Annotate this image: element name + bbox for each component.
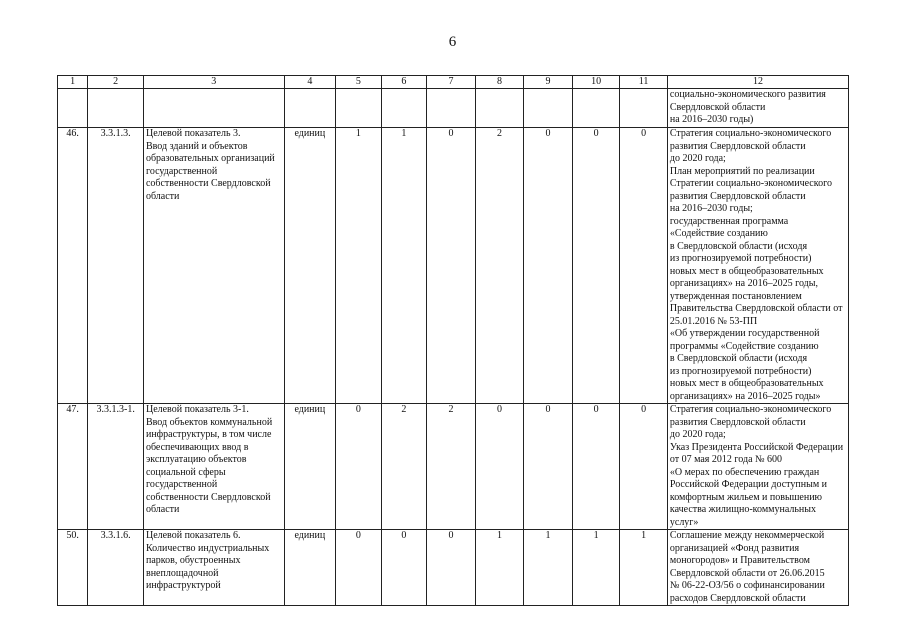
source-document: Стратегия социально-экономического развития Свердловской области до 2020 года; План мероприятий по реализации Стратегии социально-экономического развития Свердловской области на 2016–2030 годы; государственная программа «Содействие созданию в Свердловской области (исходя из прогнозируемой потребности) новых мест в общеобразовательных организациях» на 2016–2025 годы, утвержденная постановлением Правительства Свердловской области от 25.01.2016 № 53-ПП «Об утверждении государственной программы «Содействие созданию в Свердловской области (исходя из прогнозируемой потребности) новых мест в общеобразовательных организациях» на 2016–2025 годы» <box>667 128 848 404</box>
value-cell: 0 <box>427 530 476 606</box>
column-number-row <box>58 76 849 89</box>
value-cell: 1 <box>524 530 573 606</box>
unit: единиц <box>284 128 336 404</box>
indicators-table <box>57 75 849 606</box>
source-document: Соглашение между некоммерческой организацией «Фонд развития моногородов» и Правительством Свердловской области от 26.06.2015 № 06-22-ОЗ/56 о софинансировании расходов Свердловской области <box>667 530 848 606</box>
unit: единиц <box>284 530 336 606</box>
indicator-code <box>88 89 144 128</box>
value-cell <box>336 89 382 128</box>
value-cell: 0 <box>336 530 382 606</box>
indicator-name: Целевой показатель 6. Количество индустриальных парков, обустроенных внеплощадочной инфраструктурой <box>143 530 284 606</box>
value-cell: 0 <box>475 404 524 530</box>
indicator-name: Целевой показатель 3-1. Ввод объектов коммунальной инфраструктуры, в том числе обеспечивающих ввод в эксплуатацию объектов социальной сферы государственной собственности Свердловской области <box>143 404 284 530</box>
value-cell: 1 <box>475 530 524 606</box>
column-header: 10 <box>572 76 620 89</box>
value-cell: 2 <box>475 128 524 404</box>
value-cell: 1 <box>381 128 427 404</box>
value-cell <box>524 89 573 128</box>
row-number: 50. <box>58 530 88 606</box>
value-cell: 1 <box>620 530 668 606</box>
column-header: 5 <box>336 76 382 89</box>
value-cell <box>427 89 476 128</box>
source-document: Стратегия социально-экономического развития Свердловской области до 2020 года; Указ Президента Российской Федерации от 07 мая 2012 года № 600 «О мерах по обеспечению граждан Российской Федерации доступным и комфортным жильем и повышению качества жилищно-коммунальных услуг» <box>667 404 848 530</box>
row-number <box>58 89 88 128</box>
value-cell: 2 <box>427 404 476 530</box>
value-cell <box>475 89 524 128</box>
value-cell <box>381 89 427 128</box>
value-cell: 2 <box>381 404 427 530</box>
column-header: 6 <box>381 76 427 89</box>
value-cell: 0 <box>524 128 573 404</box>
indicator-name <box>143 89 284 128</box>
column-header: 9 <box>524 76 573 89</box>
value-cell: 0 <box>620 404 668 530</box>
value-cell <box>572 89 620 128</box>
value-cell: 0 <box>427 128 476 404</box>
unit: единиц <box>284 404 336 530</box>
value-cell: 0 <box>381 530 427 606</box>
column-header: 1 <box>58 76 88 89</box>
column-header: 2 <box>88 76 144 89</box>
value-cell: 0 <box>620 128 668 404</box>
column-header: 11 <box>620 76 668 89</box>
indicator-code: 3.3.1.6. <box>88 530 144 606</box>
indicator-name: Целевой показатель 3. Ввод зданий и объектов образовательных организаций государственной собственности Свердловской области <box>143 128 284 404</box>
column-header: 7 <box>427 76 476 89</box>
table-row <box>58 89 849 128</box>
value-cell <box>620 89 668 128</box>
value-cell: 0 <box>572 128 620 404</box>
indicator-code: 3.3.1.3-1. <box>88 404 144 530</box>
column-header: 12 <box>667 76 848 89</box>
column-header: 3 <box>143 76 284 89</box>
row-number: 46. <box>58 128 88 404</box>
source-document: социально-экономического развития Свердловской области на 2016–2030 годы) <box>667 89 848 128</box>
value-cell: 0 <box>336 404 382 530</box>
value-cell: 0 <box>572 404 620 530</box>
table-row <box>58 128 849 404</box>
indicator-code: 3.3.1.3. <box>88 128 144 404</box>
value-cell: 0 <box>524 404 573 530</box>
row-number: 47. <box>58 404 88 530</box>
table-row <box>58 530 849 606</box>
value-cell: 1 <box>336 128 382 404</box>
column-header: 4 <box>284 76 336 89</box>
table-row <box>58 404 849 530</box>
page-number: 6 <box>448 34 457 50</box>
column-header: 8 <box>475 76 524 89</box>
value-cell: 1 <box>572 530 620 606</box>
unit <box>284 89 336 128</box>
